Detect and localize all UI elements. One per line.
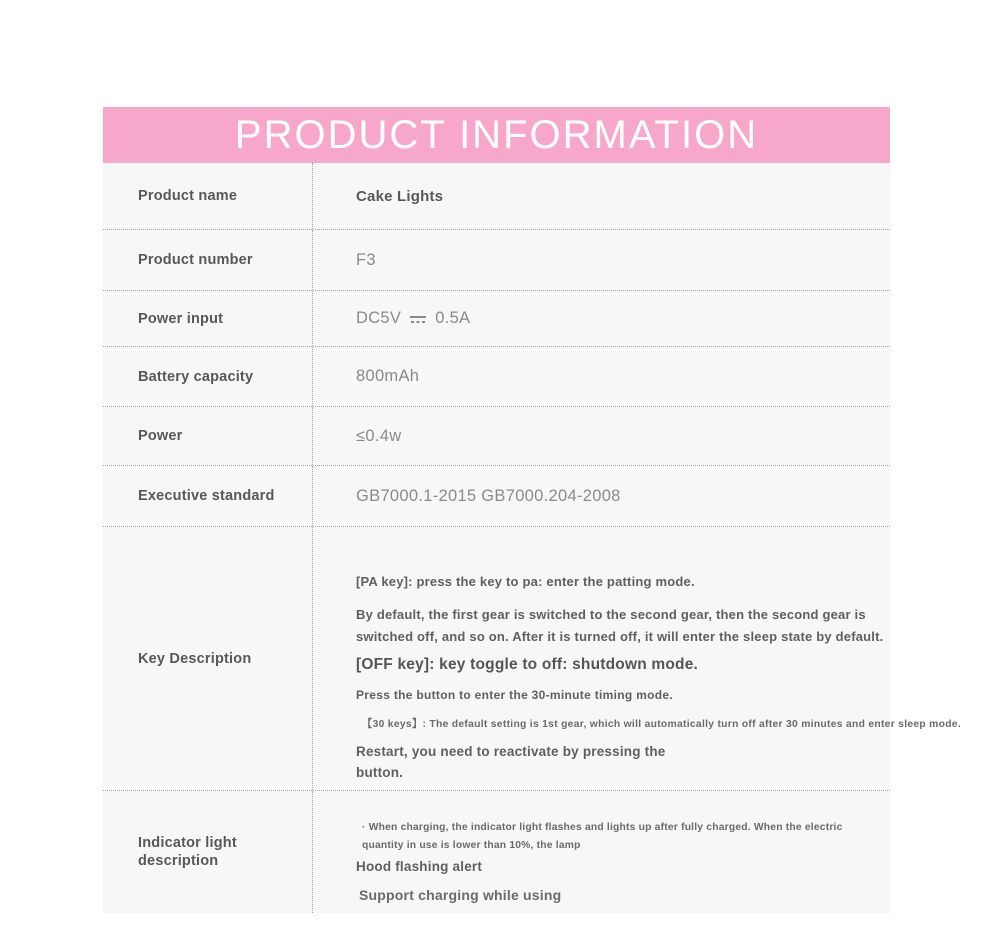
indicator-paragraph: · When charging, the indicator light flashes and lights up after fully charged. When the electric quantity in use is lower than 10%, the lamp bbox=[362, 822, 843, 851]
table-row-product-number bbox=[103, 230, 890, 291]
row-label: Power bbox=[103, 407, 313, 465]
key-description-content bbox=[313, 527, 981, 790]
row-label: Executive standard bbox=[103, 466, 313, 526]
table-row-executive-standard bbox=[103, 466, 890, 527]
key-description-paragraph: [PA key]: press the key to pa: enter the patting mode. bbox=[356, 574, 695, 589]
power-input-voltage: DC5V bbox=[356, 309, 402, 327]
table-row-power bbox=[103, 407, 890, 466]
row-value: ≤0.4w bbox=[356, 426, 402, 445]
row-label: Product number bbox=[103, 230, 313, 290]
row-label: Indicator light description bbox=[103, 791, 313, 913]
product-info-table bbox=[103, 107, 961, 913]
key-description-paragraph: Restart, you need to reactivate by pressing the button. bbox=[356, 744, 666, 780]
key-description-paragraph: [OFF key]: key toggle to off: shutdown mode. bbox=[356, 656, 699, 673]
table-row-battery-capacity bbox=[103, 347, 890, 407]
table-row-product-name bbox=[103, 163, 890, 230]
row-value bbox=[313, 163, 890, 229]
key-description-paragraph: By default, the first gear is switched to the second gear, then the second gear is switched off, and so on. After it is turned off, it will enter the sleep state by default. bbox=[356, 607, 884, 644]
row-label: Power input bbox=[103, 291, 313, 346]
page-title: PRODUCT INFORMATION bbox=[234, 112, 759, 157]
indicator-paragraph: Hood flashing alert bbox=[356, 859, 483, 874]
table-body bbox=[103, 163, 961, 913]
row-label: Key Description bbox=[103, 527, 313, 790]
row-value: GB7000.1-2015 GB7000.204-2008 bbox=[356, 486, 621, 505]
row-label: Product name bbox=[103, 163, 313, 229]
row-value: 800mAh bbox=[356, 367, 420, 385]
key-description-paragraph: Press the button to enter the 30-minute timing mode. bbox=[356, 688, 673, 702]
table-row-indicator-light bbox=[103, 791, 890, 913]
indicator-paragraph: Support charging while using bbox=[359, 887, 562, 903]
power-input-current: 0.5A bbox=[435, 309, 471, 327]
product-name-value: Cake Lights bbox=[356, 187, 444, 205]
row-label: Battery capacity bbox=[103, 347, 313, 406]
indicator-light-content bbox=[313, 791, 890, 913]
key-description-paragraph: 【30 keys】: The default setting is 1st gear, which will automatically turn off after 30 minutes and enter sleep mode. bbox=[362, 719, 961, 730]
row-value bbox=[313, 291, 890, 346]
table-header bbox=[103, 107, 890, 163]
direct-current-icon bbox=[410, 316, 426, 324]
table-row-power-input bbox=[103, 291, 890, 347]
row-value: F3 bbox=[356, 250, 376, 269]
table-row-key-description bbox=[103, 527, 961, 791]
